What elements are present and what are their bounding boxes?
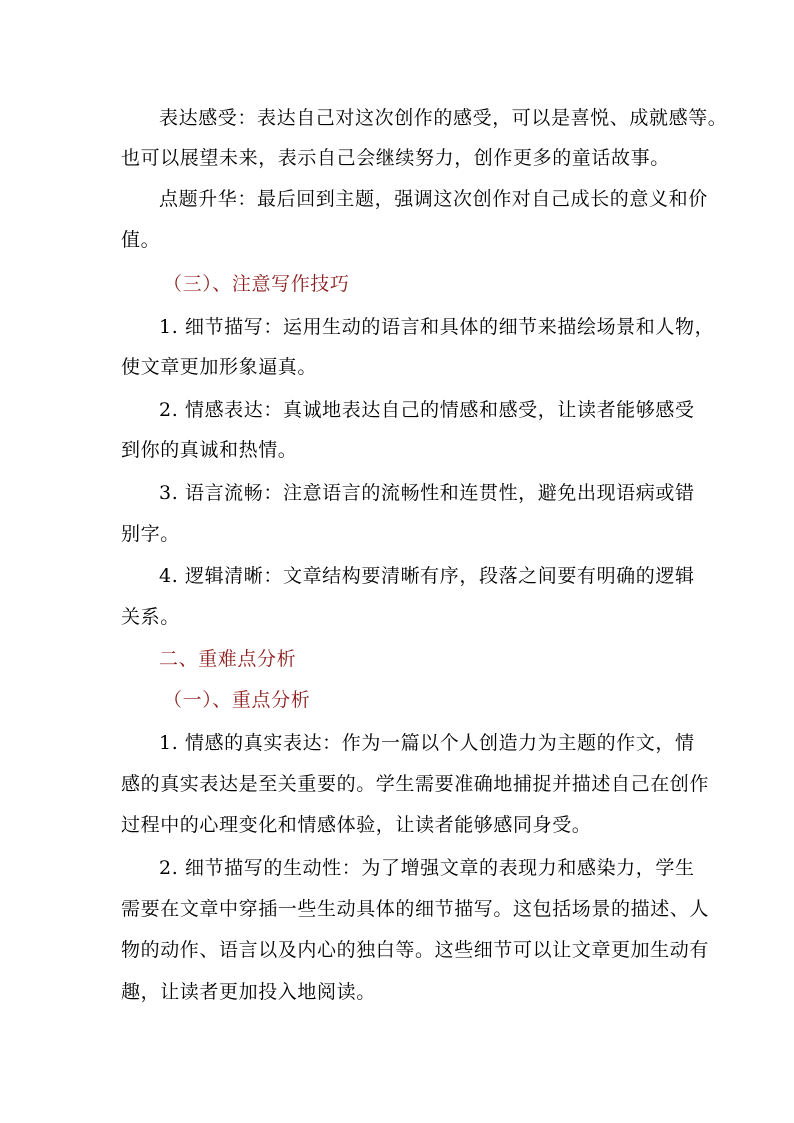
list-item-line: 趣，让读者更加投入地阅读。	[121, 981, 376, 1003]
list-item-line: 1. 细节描写：运用生动的语言和具体的细节来描绘场景和人物，	[159, 316, 715, 338]
list-item-line: 感的真实表达是至关重要的。学生需要准确地捕捉并描述自己在创作	[121, 773, 710, 795]
paragraph-line: 也可以展望未来，表示自己会继续努力，创作更多的童话故事。	[121, 147, 670, 169]
section-heading: （一）、重点分析	[163, 689, 311, 711]
part-heading: 二、重难点分析	[159, 648, 297, 670]
list-item-line: 到你的真诚和热情。	[121, 439, 298, 461]
list-item-line: 2. 细节描写的生动性：为了增强文章的表现力和感染力，学生	[159, 857, 695, 879]
list-item-line: 4. 逻辑清晰：文章结构要清晰有序，段落之间要有明确的逻辑	[159, 565, 695, 587]
paragraph-line: 值。	[121, 229, 161, 251]
list-item-line: 别字。	[121, 523, 180, 545]
list-item-line: 物的动作、语言以及内心的独白等。这些细节可以让文章更加生动有	[121, 939, 710, 961]
paragraph-line: 点题升华：最后回到主题，强调这次创作对自己成长的意义和价	[159, 188, 708, 210]
paragraph-line: 表达感受：表达自己对这次创作的感受，可以是喜悦、成就感等。	[159, 107, 728, 129]
list-item-line: 关系。	[121, 606, 180, 628]
list-item-line: 使文章更加形象逼真。	[121, 356, 318, 378]
list-item-line: 3. 语言流畅：注意语言的流畅性和连贯性，避免出现语病或错	[159, 482, 695, 504]
section-heading: （三）、注意写作技巧	[163, 273, 350, 295]
list-item-line: 过程中的心理变化和情感体验，让读者能够感同身受。	[121, 814, 592, 836]
list-item-line: 1. 情感的真实表达：作为一篇以个人创造力为主题的作文，情	[159, 732, 695, 754]
list-item-line: 需要在文章中穿插一些生动具体的细节描写。这包括场景的描述、人	[121, 898, 710, 920]
list-item-line: 2. 情感表达：真诚地表达自己的情感和感受，让读者能够感受	[159, 399, 695, 421]
